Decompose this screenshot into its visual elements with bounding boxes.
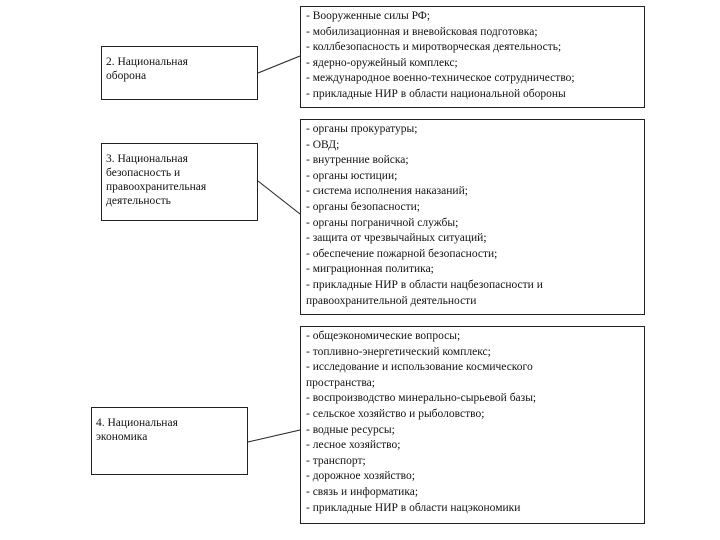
list-item: - прикладные НИР в области национальной обороны [306,87,566,100]
connector-economy [248,430,300,442]
list-item: - связь и информатика; [306,485,419,498]
defense-title-box [101,46,258,100]
security-title: 3. Национальная безопасность и правоохранительная деятельность [106,153,207,207]
list-item: - ядерно-оружейный комплекс; [306,56,458,69]
economy-title-box [91,407,248,475]
list-item: - Вооруженные силы РФ; [306,10,431,22]
defense-items-box [300,6,645,108]
list-item: - воспроизводство минерально-сырьевой базы; [306,392,537,405]
list-item: - прикладные НИР в области нацэкономики [306,501,521,514]
list-item: - мобилизационная и вневойсковая подготовка; [306,25,538,38]
list-item: - органы безопасности; [306,200,420,213]
list-item: - международное военно-техническое сотрудничество; [306,72,575,85]
list-item: - внутренние войска; [306,154,409,167]
list-item: - миграционная политика; [306,263,434,276]
list-item: - транспорт; [306,454,366,467]
connector-security [258,181,300,214]
security-title-box [101,143,258,221]
list-item: - водные ресурсы; [306,423,395,436]
list-item: - исследование и использование космического пространства; [306,361,533,389]
economy-title: 4. Национальная экономика [96,417,178,443]
security-items-box [300,119,645,315]
list-item: - коллбезопасность и миротворческая деятельность; [306,41,562,54]
list-item: - обеспечение пожарной безопасности; [306,247,498,260]
list-item: - органы юстиции; [306,169,398,182]
list-item: - прикладные НИР в области нацбезопасности и правоохранительной деятельности [306,278,543,307]
economy-items-box [300,326,645,524]
list-item: - лесное хозяйство; [306,439,401,452]
list-item: - сельское хозяйство и рыболовство; [306,407,485,420]
connector-defense [258,56,300,73]
list-item: - дорожное хозяйство; [306,470,415,483]
defense-title: 2. Национальная оборона [106,56,188,82]
list-item: - органы прокуратуры; [306,123,418,135]
list-item: - ОВД; [306,138,340,151]
list-item: - топливно-энергетический комплекс; [306,345,491,358]
list-item: - система исполнения наказаний; [306,185,468,198]
list-item: - защита от чрезвычайных ситуаций; [306,232,487,245]
list-item: - органы пограничной службы; [306,216,459,229]
list-item: - общеэкономические вопросы; [306,330,461,342]
